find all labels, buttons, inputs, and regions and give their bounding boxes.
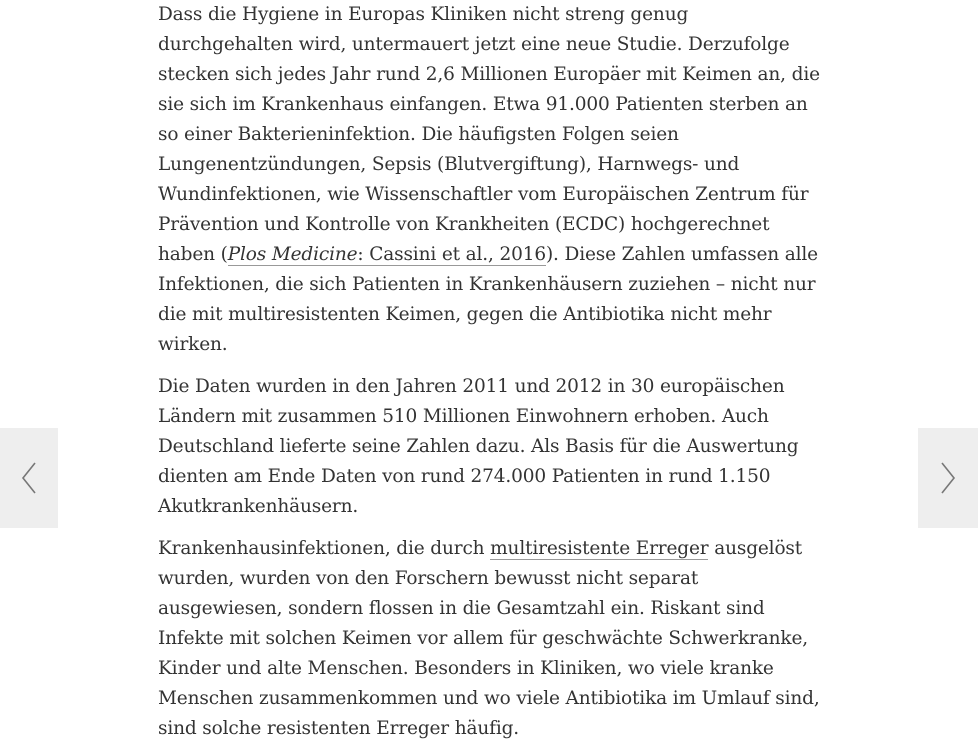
source-link-plos-medicine[interactable] <box>228 244 546 266</box>
paragraph-3-text-after: ausgelöst wurden, wurden von den Forschern bewusst nicht separat ausgewiesen, sondern flossen in die Gesamtzahl ein. Riskant sind Infekte mit solchen Keimen vor allem für geschwächte Schwerkranke, Kinder und alte Menschen. Besonders in Kliniken, wo viele kranke Menschen zusammenkommen und wo viele Antibiotika im Umlauf sind, sind solche resistenten Erreger häufig. <box>158 538 820 739</box>
previous-article-button[interactable] <box>0 428 58 528</box>
chevron-left-icon <box>21 461 37 495</box>
paragraph-3-text-before: Krankenhausinfektionen, die durch <box>158 538 491 559</box>
next-article-button[interactable] <box>918 428 978 528</box>
source-link-citation: : Cassini et al., 2016 <box>357 244 546 265</box>
paragraph-1-text-after: ). Diese Zahlen umfassen alle Infektionen, die sich Patienten in Krankenhäusern zuziehen – nicht nur die mit multiresistenten Keimen, gegen die Antibiotika nicht mehr wirken. <box>158 244 818 355</box>
article-paragraph-3 <box>158 534 820 744</box>
link-multiresistente-erreger[interactable]: multiresistente Erreger <box>490 538 709 559</box>
chevron-right-icon <box>940 461 956 495</box>
article-body <box>158 0 820 756</box>
source-link-journal: Plos Medicine <box>227 244 358 265</box>
article-paragraph-2: Die Daten wurden in den Jahren 2011 und 2012 in 30 europäischen Ländern mit zusammen 510 Millionen Einwohnern erhoben. Auch Deutschland lieferte seine Zahlen dazu. Als Basis für die Auswertung dienten am Ende Daten von rund 274.000 Patienten in rund 1.150 Akutkrankenhäusern. <box>158 376 799 517</box>
paragraph-1-text-before: Dass die Hygiene in Europas Kliniken nicht streng genug durchgehalten wird, untermauert jetzt eine neue Studie. Derzufolge stecken sich jedes Jahr rund 2,6 Millionen Europäer mit Keimen an, die sie sich im Krankenhaus einfangen. Etwa 91.000 Patienten sterben an so einer Bakterieninfektion. Die häufigsten Folgen seien Lungenentzündungen, Sepsis (Blutvergiftung), Harnwegs- und Wundinfektionen, wie Wissenschaftler vom Europäischen Zentrum für Prävention und Kontrolle von Krankheiten (ECDC) hochgerechnet haben ( <box>158 4 820 265</box>
article-paragraph-1 <box>158 0 820 360</box>
